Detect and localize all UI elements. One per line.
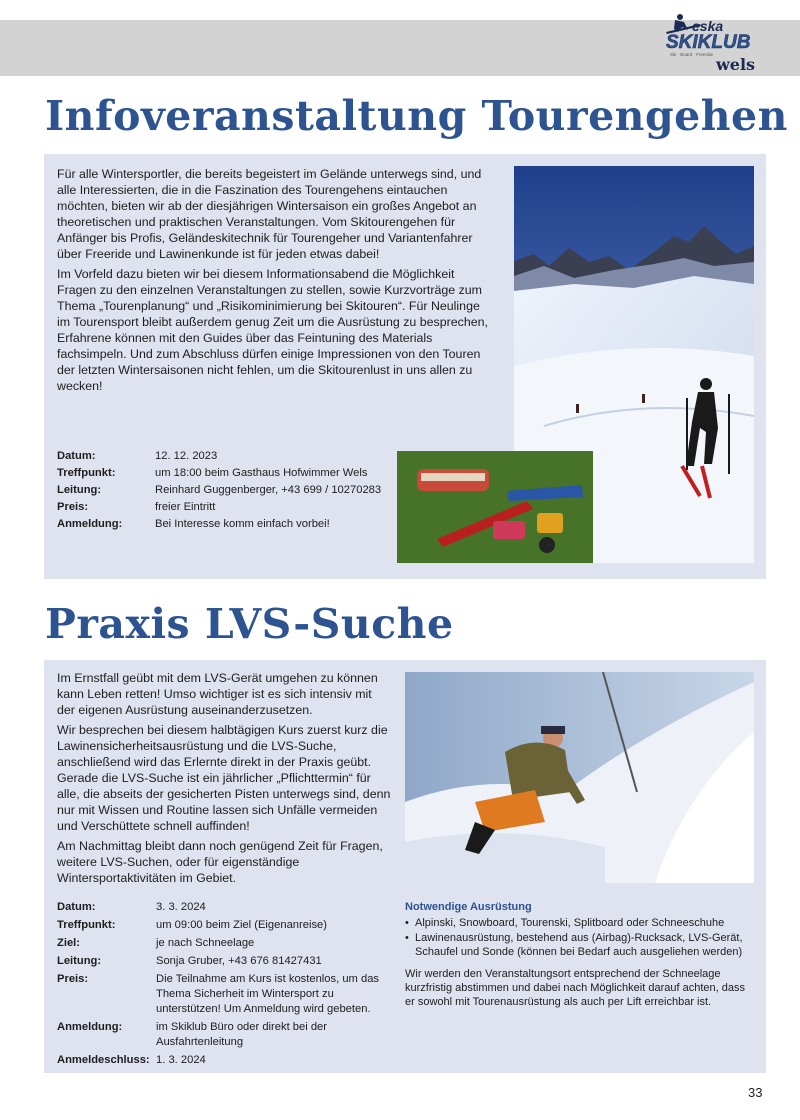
detail-row-treffpunkt xyxy=(57,465,381,482)
detail-value: im Skiklub Büro oder direkt bei der Ausfahrtenleitung xyxy=(156,1021,327,1048)
equipment-note: Wir werden den Veranstaltungsort entsprechend der Schneelage kurzfristig abstimmen und dabei nach Möglichkeit darauf achten, dass er sowohl mit Tourenausrüstung als auch per Lift erreichbar ist. xyxy=(405,968,745,1008)
detail-row-anmeldung xyxy=(57,516,381,533)
equipment-list xyxy=(405,916,750,959)
detail-row-anmeldung xyxy=(57,1020,387,1053)
equipment-item: • Alpinski, Snowboard, Tourenski, Splitboard oder Schneeschuhe xyxy=(405,916,750,930)
detail-label: Anmeldeschluss: xyxy=(57,1054,150,1066)
detail-row-datum xyxy=(57,448,381,465)
detail-label: Anmeldung: xyxy=(57,518,123,530)
avalanche-search-photo xyxy=(405,672,754,883)
detail-label: Datum: xyxy=(57,450,96,462)
detail-label: Ziel: xyxy=(57,937,80,949)
section2-details xyxy=(57,900,387,1071)
section1-title: Infoveranstaltung Tourengehen xyxy=(45,92,788,140)
detail-value: 3. 3. 2024 xyxy=(156,901,206,913)
skiklub-logo xyxy=(660,10,770,74)
section1-text xyxy=(57,166,489,398)
section2-paragraph-2: Wir besprechen bei diesem halbtägigen Kurs zuerst kurz die Lawinensicherheitsausrüstung und die LVS-Suche, anschließend wird das Erlernte direkt in der Praxis geübt. Gerade die LVS-Suche ist ein jährlicher „Pflichttermin“ für alle, die abseits der gesicherten Pisten unterwegs sind, denn nur mit Wissen und Routine lassen sich Unfälle vermeiden und Verschüttete schnell auffinden! xyxy=(57,723,391,833)
logo-brand-city: wels xyxy=(716,55,756,74)
equipment-heading: Notwendige Ausrüstung xyxy=(405,901,532,913)
section1-paragraph-2: Im Vorfeld dazu bieten wir bei diesem Informationsabend die Möglichkeit Fragen zu den einzelnen Veranstaltungen zu stellen, sowie Kurzvorträge zum Thema „Tourenplanung“ und „Risikominimierung bei Skitouren“. Für Neulinge im Tourensport bleibt außerdem genug Zeit um die Ausrüstung zu besprechen, Erfahrene können mit den Guides über das Feintuning des Materials fachsimpeln. Und zum Abschluss dürfen einige Impressionen von den Touren der letzten Wintersaisonen nicht fehlen, um die Skitourenlust in uns allen zu wecken! xyxy=(57,267,488,393)
detail-value: freier Eintritt xyxy=(155,501,216,513)
detail-row-preis xyxy=(57,499,381,516)
logo-brand-sub: Ski · Board · Freeride xyxy=(670,52,714,57)
detail-value: Reinhard Guggenberger, +43 699 / 10270283 xyxy=(155,484,382,496)
detail-label: Treffpunkt: xyxy=(57,919,116,931)
detail-label: Treffpunkt: xyxy=(57,467,116,479)
page-number: 33 xyxy=(748,1085,763,1100)
detail-row-leitung xyxy=(57,482,381,499)
detail-value: Sonja Gruber, +43 676 81427431 xyxy=(156,955,322,967)
detail-row-datum xyxy=(57,900,387,918)
detail-row-treffpunkt xyxy=(57,918,387,936)
detail-row-preis xyxy=(57,972,387,1020)
detail-label: Anmeldung: xyxy=(57,1021,123,1033)
detail-value: um 18:00 beim Gasthaus Hofwimmer Wels xyxy=(155,467,368,479)
detail-value: Die Teilnahme am Kurs ist kostenlos, um das Thema Sicherheit im Wintersport zu unterstützen! Um Anmeldung wird gebeten. xyxy=(156,973,380,1015)
section1-details xyxy=(57,448,381,533)
equipment-box xyxy=(405,900,750,1009)
detail-label: Leitung: xyxy=(57,484,102,496)
detail-label: Preis: xyxy=(57,501,89,513)
detail-label: Preis: xyxy=(57,973,89,985)
logo-brand-main: SKIKLUB xyxy=(666,32,751,53)
detail-label: Datum: xyxy=(57,901,96,913)
detail-value: je nach Schneelage xyxy=(156,937,255,949)
logo-brand-top: eska xyxy=(692,18,724,34)
detail-value: Bei Interesse komm einfach vorbei! xyxy=(155,518,330,530)
section1-paragraph-1: Für alle Wintersportler, die bereits begeistert im Gelände unterwegs sind, und alle Interessierten, die in die Faszination des Tourengehens eintauchen möchten, bieten wir ab der diesjährigen Wintersaison ein großes Angebot an theoretischen und praktischen Veranstaltungen. Vom Skitourengehen für Anfänger bis Profis, Geländeskitechnik für Tourengeher und Variantenfahrer über Freeride und Lawinenkunde ist für jeden etwas dabei! xyxy=(57,167,482,261)
equipment-item: • Lawinenausrüstung, bestehend aus (Airbag)-Rucksack, LVS-Gerät, Schaufel und Sonde (können bei Bedarf auch ausgeliehen werden) xyxy=(405,931,750,959)
detail-label: Leitung: xyxy=(57,955,102,967)
section2-title: Praxis LVS-Suche xyxy=(45,600,454,648)
detail-row-anmeldeschluss xyxy=(57,1053,387,1071)
detail-value: 12. 12. 2023 xyxy=(155,450,218,462)
equipment-photo xyxy=(397,451,593,563)
section2-paragraph-3: Am Nachmittag bleibt dann noch genügend Zeit für Fragen, weitere LVS-Suchen, oder für eigenständige Wintersportaktivitäten im Gebiet. xyxy=(57,839,383,885)
detail-row-ziel xyxy=(57,936,387,954)
detail-value: um 09:00 beim Ziel (Eigenanreise) xyxy=(156,919,328,931)
detail-value: 1. 3. 2024 xyxy=(156,1054,206,1066)
section2-paragraph-1: Im Ernstfall geübt mit dem LVS-Gerät umgehen zu können kann Leben retten! Umso wichtiger ist es sich intensiv mit der eigenen Ausrüstung auseinanderzusetzen. xyxy=(57,671,378,717)
section2-text xyxy=(57,670,392,890)
detail-row-leitung xyxy=(57,954,387,972)
